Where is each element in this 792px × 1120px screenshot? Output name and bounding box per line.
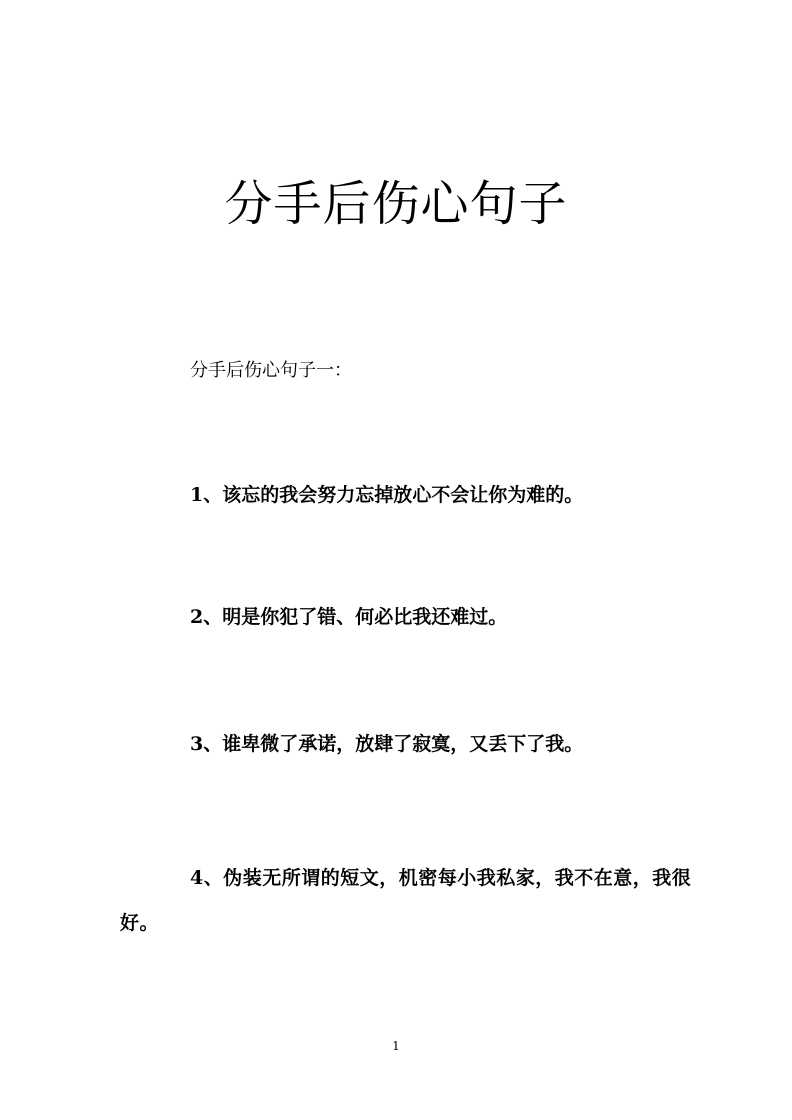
list-item: 4、伪装无所谓的短文，机密每小我私家，我不在意，我很好。 xyxy=(120,867,692,934)
list-item: 3、谁卑微了承诺，放肆了寂寞，又丢下了我。 xyxy=(190,733,584,755)
list-item: 2、明是你犯了错、何必比我还难过。 xyxy=(190,606,508,628)
list-item: 1、该忘的我会努力忘掉放心不会让你为难的。 xyxy=(190,484,584,506)
section-heading: 分手后伤心句子一： xyxy=(190,360,352,381)
page-title: 分手后伤心句子 xyxy=(224,176,568,233)
page-number: 1 xyxy=(392,1039,400,1053)
